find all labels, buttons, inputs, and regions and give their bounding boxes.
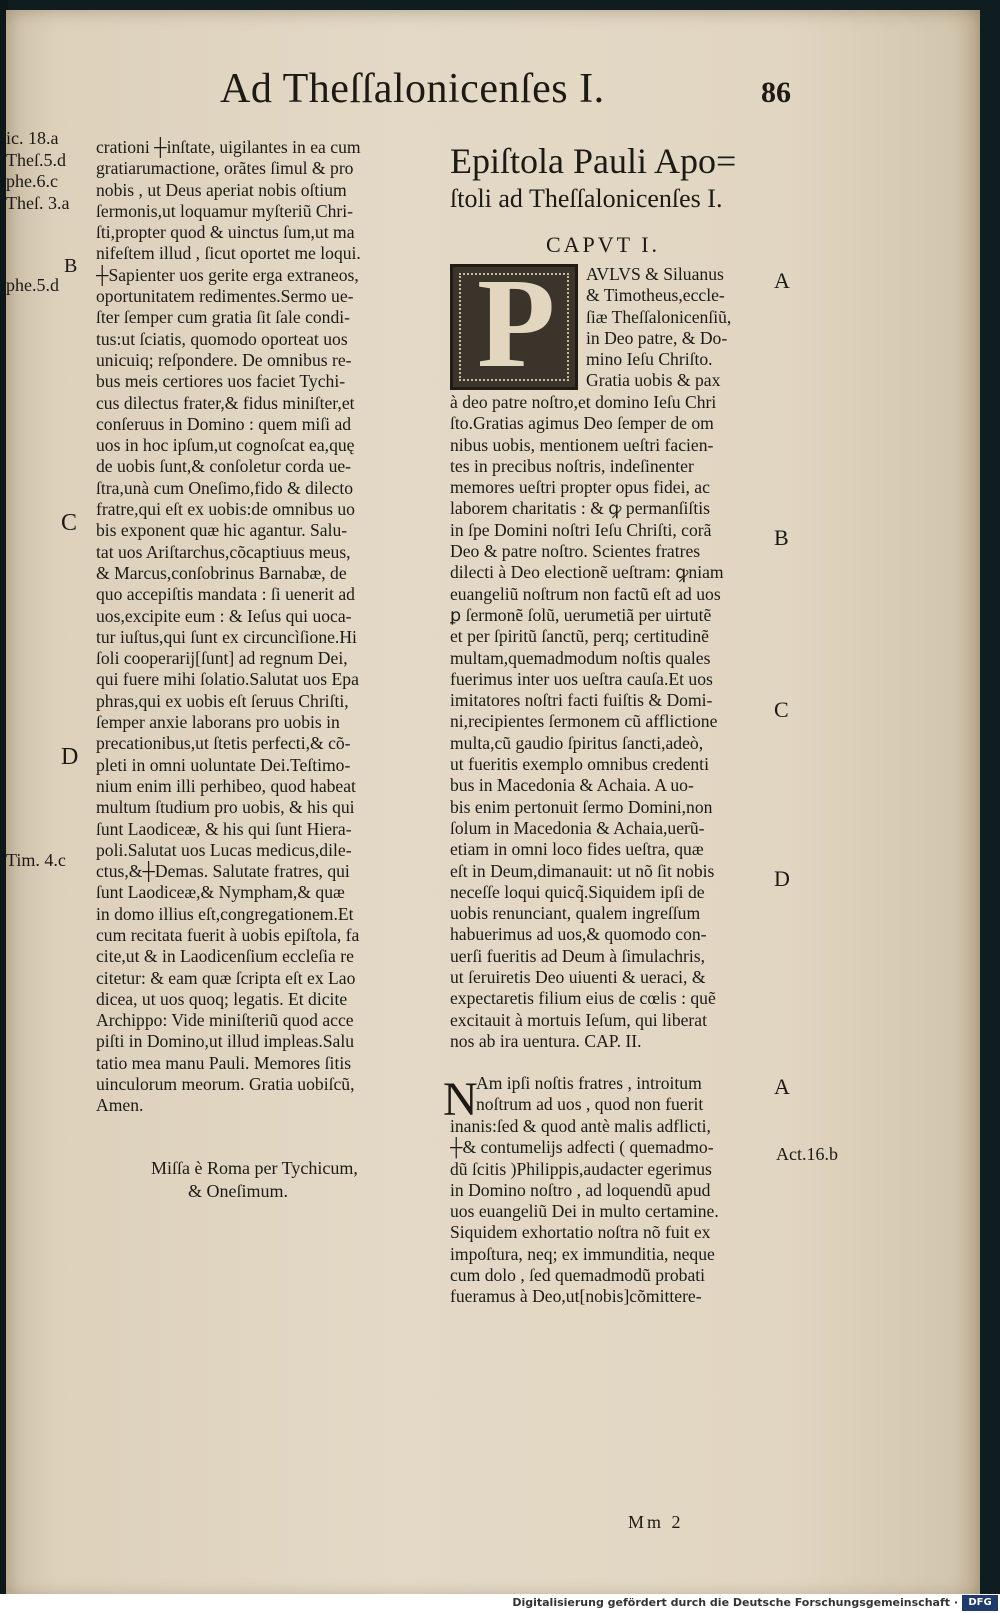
- text-line: uerſi fueritis ad Deum à ſimulachris,: [450, 945, 706, 966]
- text-line: uobis renunciant, qualem ingreſſum: [450, 903, 701, 924]
- text-line: bus in Macedonia & Achaia. A uo-: [450, 775, 694, 796]
- text-line: gratiarumactione, orãtes ſimul & pro: [96, 158, 354, 179]
- text-line: nium enim illi perhibeo, quod habeat: [96, 775, 356, 796]
- margin-ref: Tim. 4.c: [6, 850, 66, 870]
- margin-ref: Theſ. 3.a: [6, 193, 70, 213]
- text-line: Gratia uobis & pax: [586, 370, 721, 391]
- chapter-initial: N: [443, 1073, 478, 1126]
- text-line: & Marcus,conſobrinus Barnabæ, de: [96, 562, 347, 583]
- text-line: ꝑ ſermonẽ ſolũ, uerumetiã per uirtutẽ: [450, 604, 712, 625]
- text-line: dũ ſcitis )Philippis,audacter egerimus: [450, 1158, 712, 1179]
- text-line: impoſtura, neq; ex immunditia, neque: [450, 1243, 715, 1264]
- margin-ref: phe.5.d: [6, 275, 59, 295]
- epistle-title-line2: ſtoli ad Theſſalonicenſes I.: [450, 184, 723, 213]
- text-line: imitatores noſtri facti fuiſtis & Domi-: [450, 690, 713, 711]
- text-line: uinculorum meorum. Gratia uobiſcũ,: [96, 1074, 355, 1095]
- running-title: Ad Theſſalonicenſes I.: [220, 66, 605, 112]
- text-line: nifeſtem illud , ſicut oportet me loqui.: [96, 243, 361, 264]
- text-line: Amen.: [96, 1095, 144, 1116]
- text-line: oportunitatem redimentes.Sermo ue-: [96, 286, 354, 307]
- funding-credit: Digitalisierung gefördert durch die Deutsche Forschungsgemeinschaft ·: [512, 1596, 958, 1609]
- text-line: ctus,&┼Demas. Salutate fratres, qui: [96, 861, 350, 882]
- chapter2-text: [450, 1116, 784, 1308]
- text-line: ſiæ Theſſalonicenſiũ,: [586, 306, 732, 327]
- text-line: ſemper anxie laborans pro uobis in: [96, 712, 340, 733]
- section-letter: A: [774, 1074, 790, 1099]
- section-letter: B: [774, 525, 789, 550]
- text-line: fuerimus inter uos ueſtra cauſa.Et uos: [450, 668, 713, 689]
- text-line: Siquidem exhortatio noſtra nõ fuit ex: [450, 1222, 711, 1243]
- text-line: eſt in Deum,dimanauit: ut nõ ſit nobis: [450, 860, 715, 881]
- text-line: tur iuſtus,qui ſunt ex circuncìſione.Hi: [96, 626, 357, 647]
- text-line: habuerimus ad uos,& quomodo con-: [450, 924, 707, 945]
- folio-number: 86: [761, 76, 791, 109]
- text-line: dicea, ut uos quoq; legatis. Et dicite: [96, 988, 348, 1009]
- section-letter: C: [61, 510, 78, 536]
- text-line: quo accepiſtis mandata : ſi uenerit ad: [96, 584, 355, 605]
- text-line: expectaretis filium eius de cœlis : quẽ: [450, 988, 716, 1009]
- section-letter: A: [774, 268, 790, 293]
- text-line: ſto.Gratias agimus Deo ſemper de om: [450, 413, 714, 434]
- text-line: noſtrum ad uos , quod non fuerit: [476, 1094, 704, 1115]
- section-letter: D: [774, 866, 790, 891]
- text-line: mino Ieſu Chriſto.: [586, 349, 713, 370]
- text-line: cite,ut & in Laodicenſium eccleſia re: [96, 946, 354, 967]
- text-line: & Timotheus,eccle-: [586, 285, 725, 306]
- ornamental-initial: [450, 264, 578, 390]
- text-line: nos ab ira uentura. CAP. II.: [450, 1030, 642, 1051]
- text-line: pleti in omni uoluntate Dei.Teſtimo-: [96, 754, 351, 775]
- digitization-footer: [0, 1594, 1000, 1613]
- left-column-text: [96, 137, 429, 1117]
- subscription-line: & Oneſimum.: [188, 1181, 288, 1201]
- text-line: Deo & patre noſtro. Scientes fratres: [450, 541, 701, 562]
- text-line: bus meis certiores uos faciet Tychi-: [96, 371, 346, 392]
- text-line: tes in precibus noſtris, indeſinenter: [450, 455, 694, 476]
- text-line: ſoli cooperarij[ſunt] ad regnum Dei,: [96, 648, 348, 669]
- text-line: et per ſpiritũ ſanctũ, perq; certitudinẽ: [450, 626, 709, 647]
- margin-ref: Act.16.b: [776, 1144, 838, 1164]
- subscription-line: Miſſa è Roma per Tychicum,: [151, 1158, 358, 1178]
- text-line: excitauit à mortuis Ieſum, qui liberat: [450, 1009, 707, 1030]
- text-line: cum recitata fuerit à uobis epiſtola, fa: [96, 924, 360, 945]
- margin-ref: ic. 18.a: [6, 128, 59, 148]
- text-line: piſti in Domino,ut illud impleas.Salu: [96, 1031, 355, 1052]
- text-line: ni,recipientes ſermonem cũ afflictione: [450, 711, 718, 732]
- text-line: bis exponent quæ hic agantur. Salu-: [96, 520, 348, 541]
- text-line: uos,excipite eum : & Ieſus qui uoca-: [96, 605, 352, 626]
- text-line: multum ſtudium pro uobis, & his qui: [96, 797, 355, 818]
- text-line: ┼Sapienter uos gerite erga extraneos,: [96, 264, 359, 285]
- epistle-title: Epiſtola Pauli Apo=: [450, 141, 737, 181]
- text-line: poli.Salutat uos Lucas medicus,dile-: [96, 839, 352, 860]
- text-line: ut ſeruiretis Deo uiuenti & ueraci, &: [450, 967, 706, 988]
- book-page: [6, 10, 980, 1598]
- text-line: Am ipſi noſtis fratres , introitum: [476, 1073, 702, 1093]
- text-line: tatio mea manu Pauli. Memores ſitis: [96, 1052, 352, 1073]
- text-line: cus dilectus frater,& fidus miniſter,et: [96, 392, 355, 413]
- text-line: nobis , ut Deus aperiat nobis oſtium: [96, 179, 347, 200]
- text-line: ſunt Laodiceæ, & his qui ſunt Hiera-: [96, 818, 352, 839]
- text-line: Archippo: Vide miniſteriũ quod acce: [96, 1010, 354, 1031]
- text-line: ſolum in Macedonia & Achaia,uerũ-: [450, 817, 705, 838]
- text-line: à deo patre noſtro,et domino Ieſu Chri: [450, 392, 717, 412]
- text-line: in Domino noſtro , ad loquendũ apud: [450, 1179, 711, 1200]
- text-line: laborem charitatis : & ꝙ permanſiſtis: [450, 498, 710, 519]
- text-line: precationibus,ut ſtetis perfecti,& cõ-: [96, 733, 351, 754]
- dropcap-side-text: [586, 264, 784, 392]
- initial-letter: P: [477, 264, 556, 390]
- text-line: fratre,qui eſt ex uobis:de omnibus uo: [96, 499, 355, 520]
- text-line: dilecti à Deo electionẽ ueſtram: ꝙniam: [450, 562, 724, 583]
- text-line: uos in hoc ipſum,ut cognoſcat ea,quę: [96, 435, 355, 456]
- text-line: ┼& contumelijs adfecti ( quemadmo-: [450, 1137, 714, 1158]
- text-line: citetur: & eam quæ ſcripta eſt ex Lao: [96, 967, 356, 988]
- text-line: memores ueſtri propter opus fidei, ac: [450, 477, 710, 498]
- text-line: tus:ut ſciatis, quomodo oporteat uos: [96, 328, 348, 349]
- chapter-heading: CAPVT I.: [546, 232, 661, 257]
- text-line: phras,qui ex uobis eſt ſeruus Chriſti,: [96, 690, 349, 711]
- text-line: ut fueritis exemplo omnibus credenti: [450, 754, 709, 775]
- signature-mark: Mm 2: [628, 1512, 684, 1532]
- margin-ref: Theſ.5.d: [6, 150, 66, 170]
- text-line: de uobis ſunt,& conſoletur corda ue-: [96, 456, 352, 477]
- text-line: ſtra,unà cum Oneſimo,fido & dilecto: [96, 477, 353, 498]
- chapter2-opening: [476, 1073, 784, 1116]
- text-line: euangeliũ noſtrum non factũ eſt ad uos: [450, 583, 721, 604]
- text-line: in ſpe Domini noſtri Ieſu Chriſti, corã: [450, 519, 712, 540]
- text-line: unicuiq; reſpondere. De omnibus re-: [96, 349, 352, 370]
- text-line: multam,quemadmodum noſtis quales: [450, 647, 711, 668]
- text-line: uos euangeliũ Dei in multo certamine.: [450, 1201, 719, 1222]
- text-line: ſermonis,ut loquamur myſteriũ Chri-: [96, 200, 354, 221]
- text-line: ſter ſemper cum gratia ſit ſale condi-: [96, 307, 351, 328]
- right-column-text: [450, 392, 784, 1052]
- dfg-logo: DFG: [962, 1595, 998, 1611]
- text-line: neceſſe loqui quicq̃.Siquidem ipſi de: [450, 881, 705, 902]
- text-line: nibus uobis, mentionem ueſtri facien-: [450, 434, 714, 455]
- text-line: cum dolo , ſed quemadmodũ probati: [450, 1265, 706, 1286]
- margin-ref: phe.6.c: [6, 171, 58, 191]
- section-letter: C: [774, 697, 789, 722]
- section-letter: B: [64, 255, 78, 277]
- text-line: AVLVS & Siluanus: [586, 264, 724, 284]
- text-line: ſunt Laodiceæ,& Nympham,& quæ: [96, 882, 345, 903]
- text-line: fueramus à Deo,ut[nobis]cõmittere-: [450, 1286, 702, 1307]
- section-letter: D: [61, 744, 79, 770]
- text-line: in Deo patre, & Do-: [586, 327, 728, 348]
- text-line: multa,cũ gaudio ſpiritus ſancti,adeò,: [450, 732, 704, 753]
- text-line: inanis:ſed & quod antè malis adflicti,: [450, 1116, 711, 1136]
- text-line: in domo illius eſt,congregationem.Et: [96, 903, 354, 924]
- text-line: ſti,propter quod & uinctus ſum,ut ma: [96, 222, 355, 243]
- text-line: etiam in omni loco fides ueſtra, quæ: [450, 839, 704, 860]
- text-line: bis enim pertonuit ſermo Domini,non: [450, 796, 713, 817]
- text-line: conſeruus in Domino : quem miſi ad: [96, 413, 352, 434]
- text-line: crationi ┼inſtate, uigilantes in ea cum: [96, 137, 361, 157]
- text-line: qui fuere mihi ſolatio.Salutat uos Epa: [96, 669, 359, 690]
- text-line: tat uos Ariſtarchus,cõcaptiuus meus,: [96, 541, 351, 562]
